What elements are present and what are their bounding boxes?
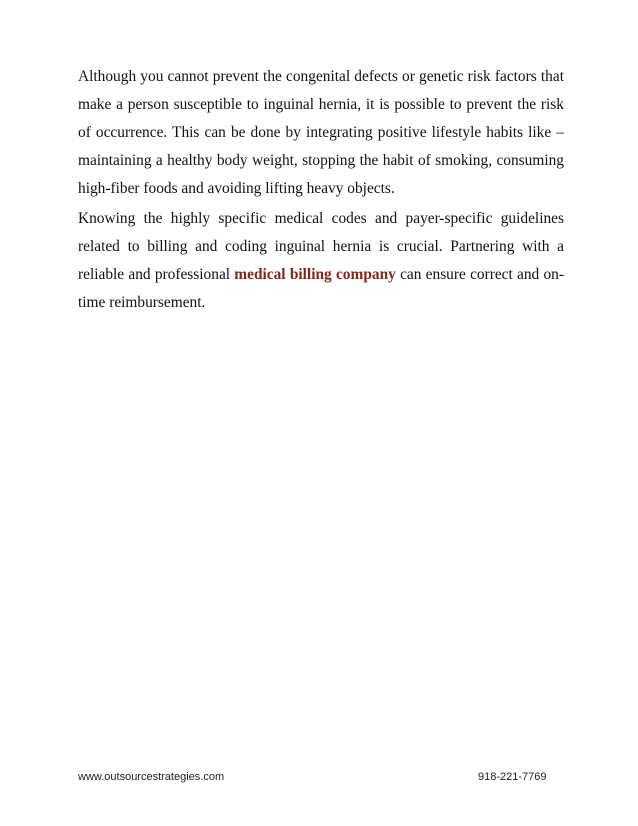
paragraph-billing-text-start: Knowing the highly specific medical codes and payer-specific guidelines related to billing and coding inguinal hernia is crucial. Partnering with a reliable and professional [78,210,564,283]
paragraph-billing-text-end: can ensure correct and on-time reimbursement. [78,266,564,311]
paragraph-billing [78,205,564,317]
footer-website: www.outsourcestrategies.com [78,771,225,783]
paragraph-prevention: Although you cannot prevent the congenital defects or genetic risk factors that make a person susceptible to inguinal hernia, it is possible to prevent the risk of occurrence. This can be done by integrating positive lifestyle habits like – maintaining a healthy body weight, stopping the habit of smoking, consuming high-fiber foods and avoiding lifting heavy objects. [78,68,564,197]
medical-billing-company-link[interactable]: medical billing company [234,266,396,283]
footer-phone: 918-221-7769 [478,771,547,783]
